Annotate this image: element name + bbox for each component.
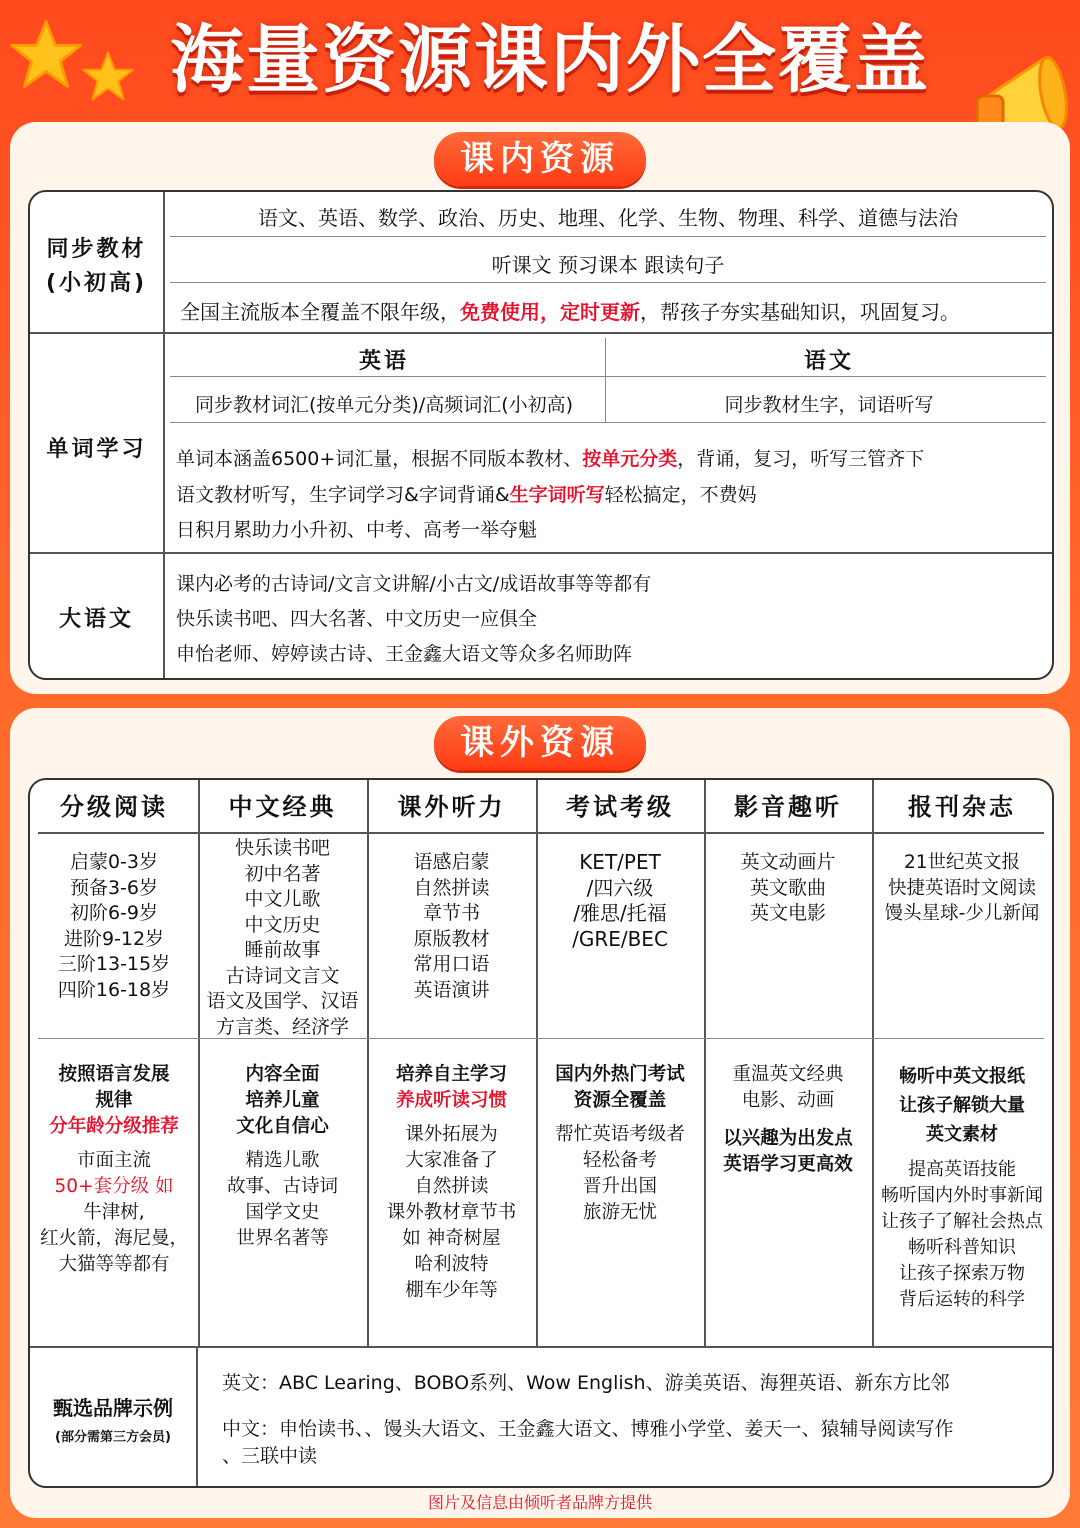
col-av-title: 影音趣听 [734,793,842,821]
brands-sublabel: (部分需第三方会员) [55,1430,171,1445]
col-press-desc: 畅听中英文报纸 让孩子解锁大量 英文素材 提高英语技能 畅听国内外时事新闻 让孩子了解社会热点 畅听科普知识 让孩子探索万物 背后运转的科学 [881,1066,1043,1310]
words-col-chinese: 语文 [803,349,854,374]
sync-label: 同步教材 [46,237,147,262]
col-av-items: 英文动画片 英文歌曲 英文电影 [740,851,836,924]
chinese-label: 大语文 [58,607,134,632]
words-line-1: 单词本涵盖6500+词汇量，根据不同版本教材、按单元分类，背诵，复习，听写三管齐下 [176,448,925,470]
col-exams-title: 考试考级 [566,793,674,821]
col-chinese-classics-title: 中文经典 [228,793,337,821]
page-title: 海量资源课内外全覆盖 [170,17,930,103]
in-class-section-title: 课内资源 [434,132,646,186]
chinese-line-3: 申怡老师、婷婷读古诗、王金鑫大语文等众多名师助阵 [176,643,633,665]
col-listening-items: 语感启蒙 自然拼读 章节书 原版教材 常用口语 英语演讲 [413,851,490,1001]
col-graded-reading-items: 启蒙0-3岁 预备3-6岁 初阶6-9岁 进阶9-12岁 三阶13-15岁 四阶16-18岁 [57,851,171,1001]
sync-desc: 全国主流版本全覆盖不限年级，免费使用，定时更新，帮孩子夯实基础知识，巩固复习。 [180,300,960,324]
col-graded-reading-title: 分级阅读 [60,793,168,821]
words-line-2: 语文教材听写，生字词学习&字词背诵&生字词听写轻松搞定，不费妈 [176,484,757,506]
brands-chinese-cont: 、三联中读 [222,1445,318,1467]
words-en-detail: 同步教材词汇(按单元分类)/高频词汇(小初高) [194,394,574,416]
features-text: 听课文 预习课本 跟读句子 [491,253,725,277]
subjects-text: 语文、英语、数学、政治、历史、地理、化学、生物、物理、科学、道德与法治 [258,206,958,230]
sync-sublabel: (小初高) [45,271,148,296]
chinese-line-1: 课内必考的古诗词/文言文讲解/小古文/成语故事等等都有 [176,573,652,595]
star-icon [82,50,134,102]
col-listening-title: 课外听力 [397,793,506,821]
footer-note: 图片及信息由倾听者品牌方提供 [427,1493,652,1512]
brands-chinese: 中文：申怡读书、、馒头大语文、王金鑫大语文、博雅小学堂、姜天一、猿辅导阅读写作 [222,1418,954,1440]
star-icon [10,18,82,90]
words-col-english: 英语 [358,349,409,374]
chinese-line-2: 快乐读书吧、四大名著、中文历史一应俱全 [176,608,538,630]
extracurricular-table [28,778,1054,1488]
col-press-title: 报刊杂志 [908,793,1016,821]
col-listening-desc: 培养自主学习 养成听读习惯 课外拓展为 大家准备了 自然拼读 课外教材章节书 如 神奇树屋 哈利波特 棚车少年等 [386,1064,517,1301]
col-exams-desc: 国内外热门考试 资源全覆盖 帮忙英语考级者 轻松备考 晋升出国 旅游无忧 [555,1064,685,1223]
col-av-desc: 重温英文经典 电影、动画 以兴趣为出发点 英语学习更高效 [723,1064,853,1175]
col-press-items: 21世纪英文报 快捷英语时文阅读 馒头星球-少儿新闻 [884,852,1040,924]
in-class-table [28,190,1054,680]
words-line-3: 日积月累助力小升初、中考、高考一举夺魁 [176,519,538,541]
brands-english: 英文：ABC Learing、BOBO系列、Wow English、游美英语、海狸英语、新东方比邻 [222,1372,950,1394]
col-graded-reading-desc: 按照语言发展 规律 分年龄分级推荐 市面主流 50+套分级 如 牛津树, 红火箭，海尼曼， 大猫等等都有 [39,1064,188,1275]
words-label: 单词学习 [46,437,147,462]
col-chinese-classics-items: 快乐读书吧 初中名著 中文儿歌 中文历史 睡前故事 古诗词文言文 语文及国学、汉语 方言类、经济学 [206,837,359,1038]
brands-label: 甄选品牌示例 [53,1396,173,1420]
col-exams-items: KET/PET /四六级 /雅思/托福 /GRE/BEC [572,850,668,951]
extracurricular-section-title: 课外资源 [434,716,646,770]
words-zh-detail: 同步教材生字，词语听写 [724,394,934,416]
col-chinese-classics-desc: 内容全面 培养儿童 文化自信心 精选儿歌 故事、古诗词 国学文史 世界名著等 [226,1064,338,1249]
header [0,0,1080,120]
